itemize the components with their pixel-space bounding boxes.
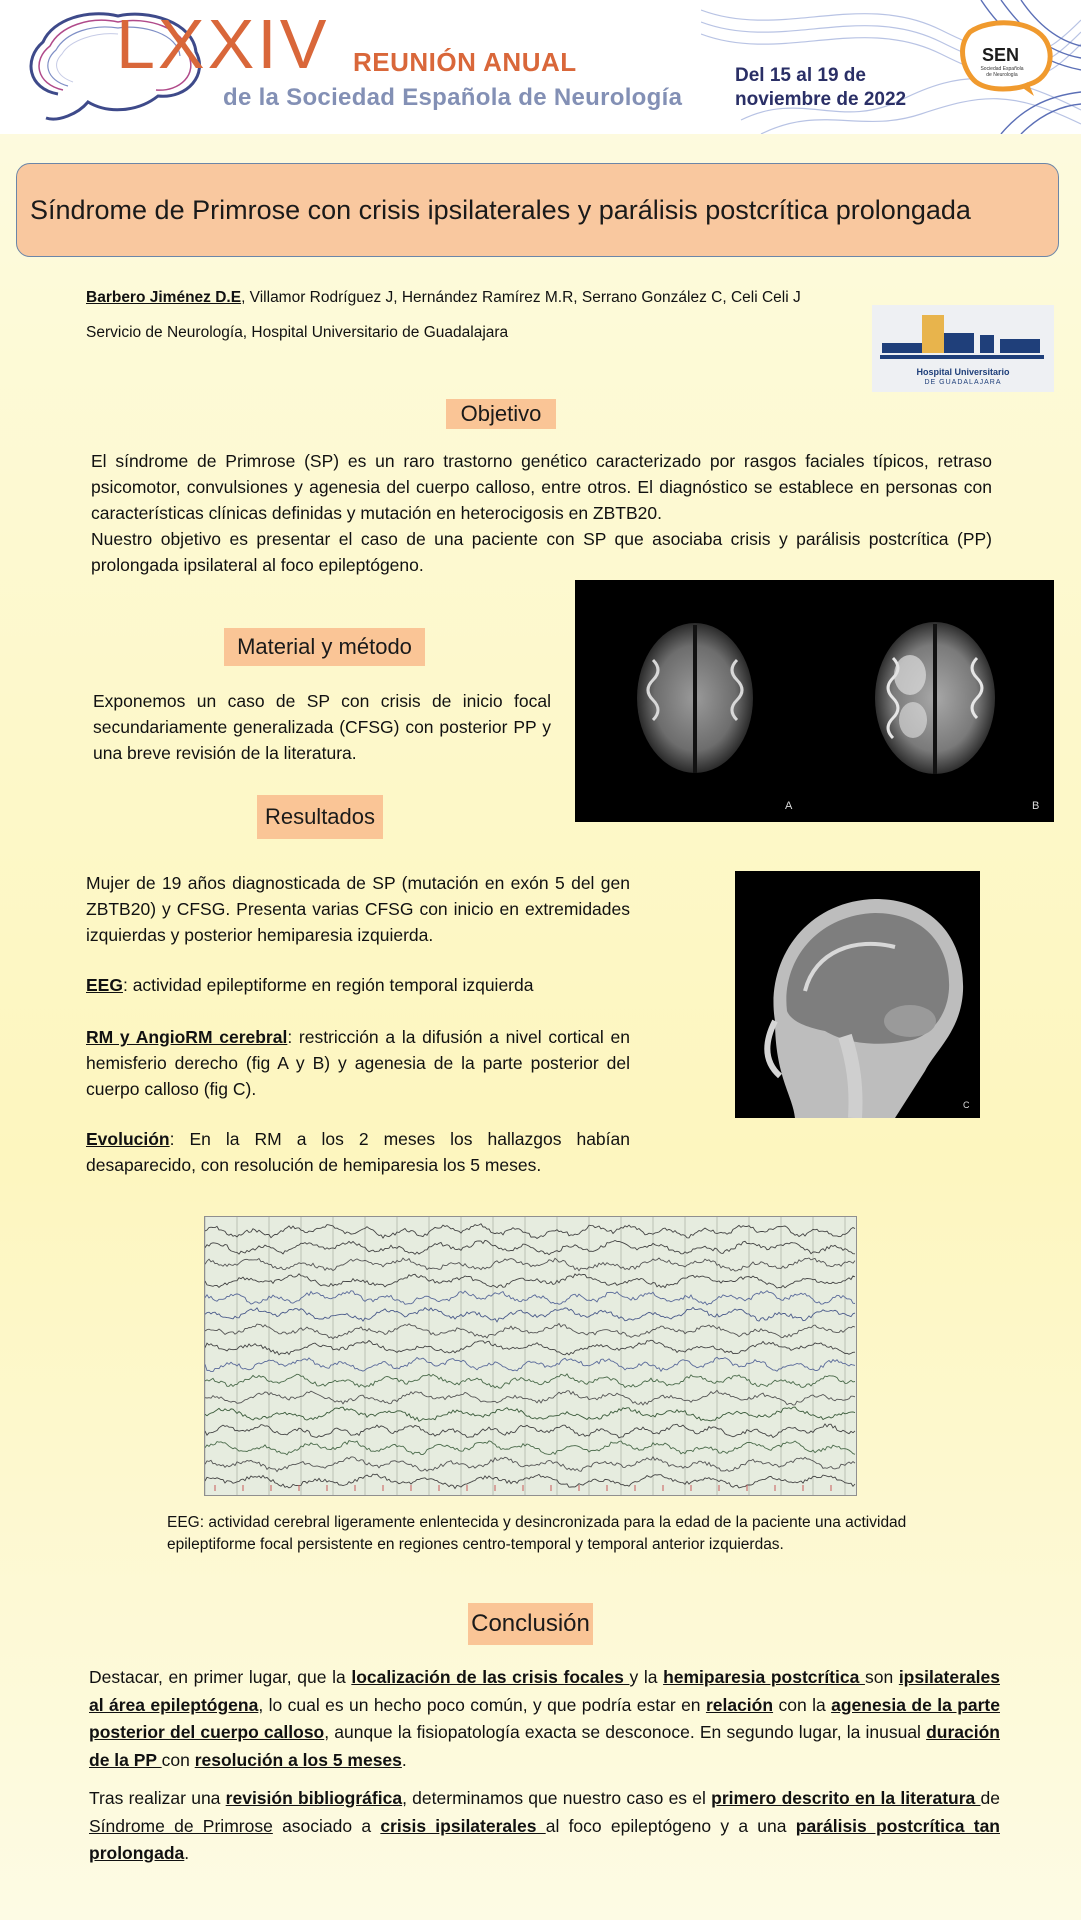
p2-segment: . [184, 1843, 190, 1863]
hospital-building-icon [872, 305, 1054, 367]
eeg-channel-trace [205, 1374, 855, 1388]
poster-title-box [16, 163, 1059, 257]
heading-material: Material y método [224, 628, 425, 666]
eeg-text: : actividad epileptiforme en región temporal izquierda [122, 975, 534, 995]
resultados-evolucion [86, 1126, 630, 1178]
p2-segment: asociado a [272, 1815, 381, 1836]
objetivo-paragraph-2: Nuestro objetivo es presentar el caso de una paciente con SP que asociaba crisis y parálisis postcrítica (PP) prolongada ipsilateral al foco epileptógeno. [91, 529, 992, 575]
p2-segment: de [980, 1788, 1000, 1808]
p1-segment: , lo cual es un hecho poco común, y que podría estar en [258, 1694, 706, 1715]
eeg-channel-trace [205, 1291, 855, 1305]
hospital-logo [872, 305, 1054, 392]
eeg-caption: EEG: actividad cerebral ligeramente enlentecida y desincronizada para la edad de la paciente una actividad epileptiforme focal persistente en regiones centro-temporal y temporal anterior izquierdas. [167, 1514, 907, 1553]
objetivo-paragraph-1: El síndrome de Primrose (SP) es un raro trastorno genético caracterizado por rasgos faciales típicos, retraso psicomotor, convulsiones y agenesia del cuerpo calloso, entre otros. El diagnóstico se establece en personas con características clínicas definidas y mutación en heterocigosis en ZBTB20. [91, 451, 992, 523]
eeg-channel-trace [205, 1307, 855, 1322]
p1-segment: resolución a los 5 meses [194, 1749, 402, 1770]
p2-segment: Tras realizar una [89, 1788, 226, 1808]
eeg-tracing-figure [204, 1216, 857, 1496]
mri-axial-brains [575, 580, 1054, 822]
eeg-channel-trace [205, 1390, 855, 1405]
mri-label-c: C [963, 1100, 970, 1110]
material-paragraph: Exponemos un caso de SP con crisis de inicio focal secundariamente generalizada (CFSG) con posterior PP y una breve revisión de la literatura. [93, 691, 551, 763]
p2-segment: parálisis postcrítica tan prolongada [89, 1815, 1000, 1863]
mri-label-a: A [785, 800, 793, 812]
eeg-channel-trace [205, 1258, 855, 1271]
heading-objetivo: Objetivo [446, 399, 556, 429]
dates-line-1: Del 15 al 19 de [735, 65, 866, 86]
eeg-channel-trace [205, 1457, 855, 1472]
mri-label-b: B [1032, 800, 1040, 812]
heading-conclusion: Conclusión [468, 1603, 593, 1645]
eeg-channel-trace [205, 1274, 855, 1288]
eeg-channel-trace [205, 1357, 855, 1371]
conference-dates [735, 64, 906, 112]
eeg-channel-trace [205, 1424, 855, 1438]
heading-resultados: Resultados [257, 795, 383, 839]
sen-logo-text: SEN [982, 45, 1020, 65]
p1-segment: agenesia de la parte posterior del cuerpo calloso [89, 1694, 1000, 1742]
eeg-channel-trace [205, 1407, 855, 1421]
resultados-rm [86, 1024, 630, 1102]
mri-axial-figure [575, 580, 1054, 822]
eeg-channel-trace [205, 1340, 855, 1355]
rm-label: RM y AngioRM cerebral [86, 1027, 288, 1047]
p1-segment: ipsilaterales [898, 1667, 1000, 1687]
first-author: Barbero Jiménez D.E [86, 289, 242, 306]
hospital-logo-name: Hospital Universitario [916, 367, 1010, 377]
conclusion-paragraph-2 [89, 1785, 1000, 1868]
author-list [86, 289, 801, 307]
resultados-paragraph-1: Mujer de 19 años diagnosticada de SP (mutación en exón 5 del gen ZBTB20) y CFSG. Presenta varias CFSG con inicio en extremidades izquierdas y posterior hemiparesia izquierda. [86, 873, 630, 945]
eeg-channel-trace [205, 1474, 855, 1488]
p1-segment: , aunque la fisiopatología exacta se desconoce. En segundo lugar, la inusual [324, 1722, 927, 1742]
p1-segment: localización de las crisis focales [351, 1667, 630, 1687]
p2-segment: primero descrito en la literatura [711, 1788, 981, 1808]
p1-segment: Destacar, en primer lugar, que la [89, 1667, 352, 1687]
p2-segment: , determinamos que nuestro caso es el [402, 1788, 712, 1808]
mri-sagittal-figure [735, 871, 980, 1118]
society-name: de la Sociedad Española de Neurología [223, 84, 683, 111]
sen-logo-subtitle: Sociedad Española de Neurología [980, 66, 1024, 78]
eeg-channel-trace [205, 1224, 855, 1239]
p1-segment: . [401, 1749, 407, 1770]
p1-segment: duración de la PP [89, 1722, 1000, 1770]
co-authors: , Villamor Rodríguez J, Hernández Ramírez M.R, Serrano González C, Celi Celi J [241, 289, 801, 306]
p2-segment: revisión bibliográfica [225, 1788, 403, 1808]
p2-segment: crisis ipsilaterales [380, 1815, 546, 1836]
mri-sagittal-head [735, 871, 980, 1118]
p2-segment: al foco epileptógeno y a una [545, 1815, 796, 1836]
conference-header [0, 0, 1081, 134]
rm-text: : restricción a la difusión a nivel cortical en hemisferio derecho (fig A y B) y agenesia de la parte posterior del cuerpo calloso (fig C). [86, 1027, 630, 1099]
hospital-logo-sub: DE GUADALAJARA [924, 379, 1002, 386]
meeting-name: REUNIÓN ANUAL [353, 47, 577, 77]
edition-number: LXXIV [116, 5, 330, 83]
p1-segment: con [161, 1749, 195, 1770]
evolucion-text: : En la RM a los 2 meses los hallazgos habían desaparecido, con resolución de hemiparesia los 5 meses. [86, 1129, 630, 1175]
conclusion-paragraph-1 [89, 1664, 1000, 1774]
resultados-eeg [86, 972, 630, 998]
eeg-label: EEG [86, 975, 123, 995]
eeg-channel-trace [205, 1441, 855, 1455]
eeg-waveforms [205, 1217, 856, 1495]
p1-segment: con la [773, 1694, 832, 1715]
p1-segment: al área epileptógena [89, 1694, 259, 1715]
eeg-channel-trace [205, 1240, 855, 1254]
p1-segment: relación [705, 1694, 774, 1715]
p1-segment: son [864, 1667, 899, 1687]
evolucion-label: Evolución [86, 1129, 170, 1149]
affiliation: Servicio de Neurología, Hospital Universitario de Guadalajara [86, 324, 509, 341]
p2-segment: Síndrome de Primrose [89, 1815, 273, 1836]
p1-segment: y la [629, 1667, 664, 1687]
p1-segment: hemiparesia postcrítica [663, 1667, 865, 1687]
eeg-channel-trace [205, 1324, 855, 1339]
poster-title: Síndrome de Primrose con crisis ipsilaterales y parálisis postcrítica prolongada [30, 194, 971, 225]
dates-line-2: noviembre de 2022 [735, 89, 907, 110]
